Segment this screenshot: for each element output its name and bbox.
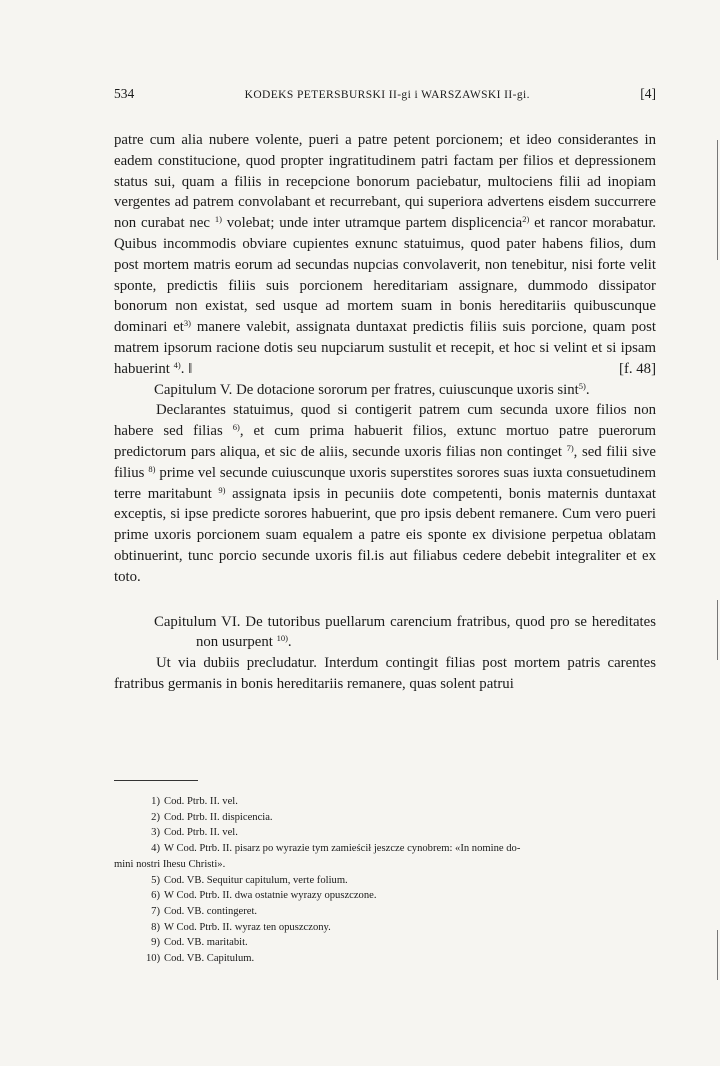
- footnotes: [114, 794, 656, 967]
- footnote-ref-8: 8): [148, 463, 156, 474]
- paragraph-3: Ut via dubiis precludatur. Interdum contingit filias post mortem patris carentes fratribus germanis in bonis hereditariis remanere, quas solent patrui: [114, 655, 656, 692]
- page-number: 534: [114, 86, 135, 101]
- footnote-1: [114, 794, 656, 810]
- main-text: [114, 130, 656, 695]
- footnote-ref-4: 4): [173, 359, 181, 370]
- footnote-number: 10): [146, 953, 161, 965]
- text-run: , sed filii sive filius: [114, 443, 657, 481]
- footnote-ref-6: 6): [232, 422, 240, 433]
- text-run: et rancor morabatur. Quibus incommodis obviare cupientes exnunc statuimus, quod pater habens filios, dum post mortem matris eorum ad secundas nupcias convolaverit, non tenebitur, nisi forte velit sponte, predictis filiis suis porcionem hereditariam assignare, dummodo dissipator bonorum non existat, sed usque ad mortem suam in bonis hereditariis quibuscunque dominari et: [114, 215, 657, 336]
- chapter-title: Capitulum V. De dotacione sororum per fratres, cuiuscunque uxoris sint: [154, 381, 579, 398]
- footnote-6: [114, 888, 656, 904]
- footnote-number: 8): [151, 921, 160, 933]
- footnote-5: [114, 873, 656, 889]
- chapter-title: Capitulum VI. De tutoribus puellarum carencium fratribus, quod pro se hereditates non usurpent: [154, 613, 656, 651]
- footnote-4: [114, 841, 656, 857]
- paragraph-1: [114, 130, 656, 380]
- text-run: manere valebit, assignata duntaxat predictis filiis suis porcione, quam post matrem ipsorum racione dotis seu nupciarum sustulit et recepit, et hoc si velint et si ipsam habuerint: [114, 319, 656, 377]
- section-mark: [4]: [640, 86, 656, 101]
- chapter-heading-5: [114, 380, 656, 401]
- scan-edge-mark: [717, 930, 718, 980]
- footnote-number: 6): [151, 890, 160, 902]
- paragraph-2: [114, 400, 656, 587]
- footnote-number: 7): [151, 905, 160, 917]
- text-run: patre cum alia nubere volente, pueri a patre petent porcionem; et ideo considerantes in eadem constitucione, quod propter ingratitudinem patri factam per filios et depressionem status sui, quam a filiis in recepcione bonorum paciebatur, multociens filii ad inopiam vergentes ad patrem convolabant et recurrebant, qui superiora advertens eisdem succurrere non curabat nec: [114, 132, 656, 232]
- footnote-divider: [114, 780, 198, 781]
- footnote-3: [114, 825, 656, 841]
- footnote-ref-2: 2): [522, 214, 530, 225]
- footnote-ref-1: 1): [214, 214, 222, 225]
- footnote-text: Cod. VB. Capitulum.: [164, 953, 255, 965]
- footnote-ref-10: 10): [276, 633, 288, 644]
- footnote-text: Cod. Ptrb. II. vel.: [164, 796, 238, 807]
- footnote-ref-3: 3): [183, 318, 192, 329]
- running-header: [114, 86, 656, 110]
- text-run: . ‖: [180, 360, 193, 377]
- text-run: .: [585, 381, 590, 398]
- footnote-text: W Cod. Ptrb. II. pisarz po wyrazie tym zamieścił jeszcze cynobrem: «In nomine do-: [164, 843, 521, 855]
- footnote-number: 5): [151, 874, 160, 886]
- chapter-heading-6: [114, 612, 656, 654]
- folio-marker: [f. 48]: [619, 360, 656, 377]
- footnote-ref-9: 9): [218, 484, 226, 495]
- footnote-text: Cod. Ptrb. II. dispicencia.: [164, 811, 273, 823]
- scan-edge-mark: [717, 140, 718, 260]
- text-run: volebat; unde inter utramque partem displicencia: [226, 215, 523, 232]
- footnote-ref-5: 5): [578, 380, 586, 391]
- running-title: KODEKS PETERSBURSKI II-gi i WARSZAWSKI II-gi.: [244, 89, 530, 101]
- footnote-text: W Cod. Ptrb. II. dwa ostatnie wyrazy opuszczone.: [164, 890, 377, 902]
- footnote-text: Cod. VB. Sequitur capitulum, verte folium.: [164, 874, 348, 886]
- footnote-text: W Cod. Ptrb. II. wyraz ten opuszczony.: [164, 921, 331, 933]
- footnote-number: 9): [151, 937, 160, 949]
- footnote-number: 2): [151, 811, 160, 823]
- footnote-number: 3): [151, 827, 160, 839]
- footnote-7: [114, 904, 656, 920]
- text-run: assignata ipsis in pecuniis dote competenti, bonis maternis duntaxat exceptis, si ipse predicte sorores habuerint, que pro ipsis debent remanere. Cum vero pueri prime uxoris porcionem suam equalem a patre eis sponte ex divisione perpetua oblatam obtinuerint, tunc porcio secunde uxoris fil.is aut filiabus cedere debebit integraliter et ex toto.: [114, 485, 657, 585]
- text-run: Declarantes statuimus, quod si contigerit patrem cum secunda uxore filios non habere sed filias: [114, 402, 656, 440]
- footnote-8: [114, 920, 656, 936]
- footnote-text: Cod. VB. maritabit.: [164, 937, 248, 949]
- scan-edge-mark: [717, 600, 718, 660]
- text-run: .: [287, 634, 292, 651]
- footnote-text: Cod. Ptrb. II. vel.: [164, 827, 238, 839]
- footnote-9: [114, 935, 656, 951]
- footnote-4-continuation: mini nostri Ihesu Christi».: [114, 858, 226, 870]
- page: [114, 86, 656, 695]
- footnote-number: 1): [151, 796, 160, 807]
- footnote-number: 4): [151, 843, 160, 855]
- text-run: , et cum prima habuerit filios, extunc mortuo patre puerorum predictorum pars aliqua, et sic de aliis, secunde uxoris filias non continget: [114, 423, 657, 460]
- footnote-text: Cod. VB. contingeret.: [164, 905, 258, 917]
- footnote-10: [114, 951, 656, 967]
- footnote-ref-7: 7): [566, 442, 574, 453]
- footnote-2: [114, 810, 656, 826]
- text-run: prime vel secunde cuiuscunque uxoris superstites sorores suas iuxta consuetudinem terre maritabunt: [114, 464, 656, 502]
